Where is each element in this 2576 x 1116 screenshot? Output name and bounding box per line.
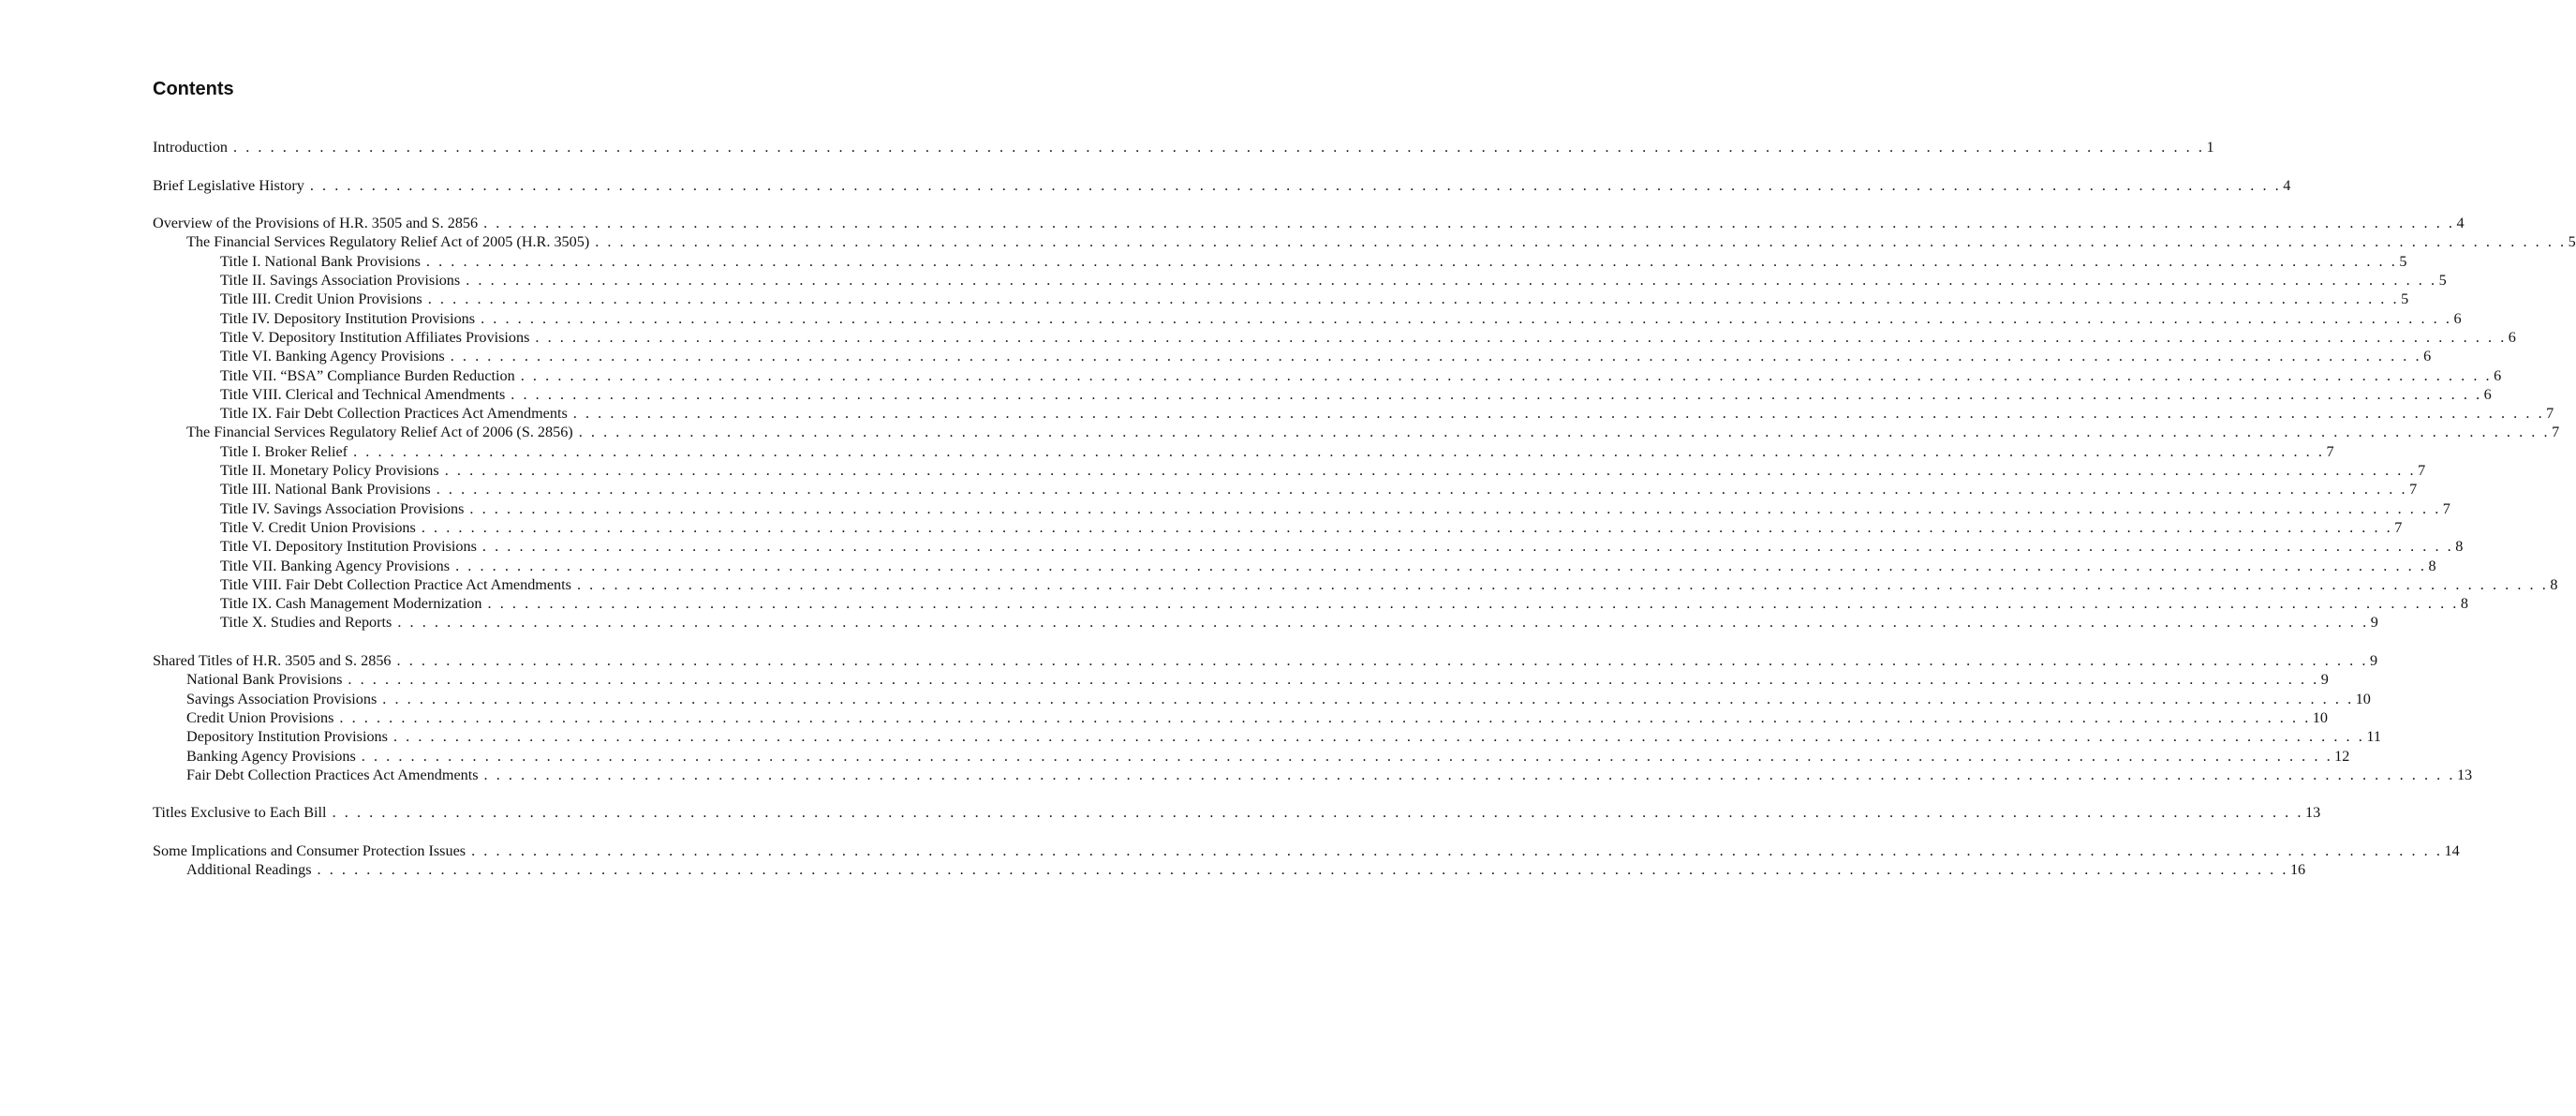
- toc-entry-page-number: 13: [2304, 804, 2321, 822]
- toc-dot-leader: . . . . . . . . . . . . . . . . . . . . . . . . . . . . . . . . . . . . . . . . . . . . . . . . . . . . . . . . . . . . . . . . . . . . . . . . . . . . . . . . . . . . . . . . . . . . . . . . . . . . . . . . . . . . . . . . . . . . . . . . . . . . . . . . . . . . . . . . . . . . . . . . . . . . . . . . . . . . . . . .: [392, 728, 2365, 746]
- toc-entry-title: Title V. Credit Union Provisions: [220, 518, 416, 536]
- toc-entry-page-number: 12: [2334, 747, 2350, 765]
- toc-entry-page-number: 4: [2456, 215, 2465, 232]
- toc-entry-title: Depository Institution Provisions: [186, 728, 388, 746]
- toc-entry-page-number: 13: [2456, 766, 2473, 783]
- toc-entry-page-number: 5: [2438, 272, 2447, 290]
- toc-dot-leader: . . . . . . . . . . . . . . . . . . . . . . . . . . . . . . . . . . . . . . . . . . . . . . . . . . . . . . . . . . . . . . . . . . . . . . . . . . . . . . . . . . . . . . . . . . . . . . . . . . . . . . . . . . . . . . . . . . . . . . . . . . . . . . . . . . . . . . . . . . . . . . . . . . . . . . . . . . . . . . . .: [481, 538, 2454, 556]
- toc-entry-title: Title IV. Depository Institution Provisions: [220, 309, 476, 327]
- toc-dot-leader: . . . . . . . . . . . . . . . . . . . . . . . . . . . . . . . . . . . . . . . . . . . . . . . . . . . . . . . . . . . . . . . . . . . . . . . . . . . . . . . . . . . . . . . . . . . . . . . . . . . . . . . . . . . . . . . . . . . . . . . . . . . . . . . . . . . . . . . . . . . . . . . . . . . . . . . . . . . . . . . .: [483, 766, 2455, 783]
- toc-entry-title: Title VI. Depository Institution Provisions: [220, 538, 477, 556]
- toc-dot-leader: . . . . . . . . . . . . . . . . . . . . . . . . . . . . . . . . . . . . . . . . . . . . . . . . . . . . . . . . . . . . . . . . . . . . . . . . . . . . . . . . . . . . . . . . . . . . . . . . . . . . . . . . . . . . . . . . . . . . . . . . . . . . . . . . . . . . . . . . . . . . . . . . . . . . . . . . . . . . . . . .: [483, 215, 2455, 232]
- toc-entry-page-number: 1: [2206, 139, 2214, 156]
- toc-entry[interactable]: [153, 271, 2447, 290]
- toc-entry[interactable]: [153, 328, 2516, 347]
- toc-dot-leader: . . . . . . . . . . . . . . . . . . . . . . . . . . . . . . . . . . . . . . . . . . . . . . . . . . . . . . . . . . . . . . . . . . . . . . . . . . . . . . . . . . . . . . . . . . . . . . . . . . . . . . . . . . . . . . . . . . . . . . . . . . . . . . . . . . . . . . . . . . . . . . . . . . . . . . . . . . . . . . . .: [487, 595, 2459, 613]
- toc-entry-title: Overview of the Provisions of H.R. 3505 and S. 2856: [153, 215, 479, 232]
- toc-dot-leader: . . . . . . . . . . . . . . . . . . . . . . . . . . . . . . . . . . . . . . . . . . . . . . . . . . . . . . . . . . . . . . . . . . . . . . . . . . . . . . . . . . . . . . . . . . . . . . . . . . . . . . . . . . . . . . . . . . . . . . . . . . . . . . . . . . . . . . . . . . . . . . . . . . . . . . . . . . . . . . . .: [425, 252, 2398, 270]
- toc-entry[interactable]: [153, 766, 2473, 784]
- toc-entry[interactable]: [153, 290, 2409, 308]
- toc-dot-leader: . . . . . . . . . . . . . . . . . . . . . . . . . . . . . . . . . . . . . . . . . . . . . . . . . . . . . . . . . . . . . . . . . . . . . . . . . . . . . . . . . . . . . . . . . . . . . . . . . . . . . . . . . . . . . . . . . . . . . . . . . . . . . . . . . . . . . . . . . . . . . . . . . . . . . . . . . . . . . . . .: [436, 481, 2408, 498]
- toc-dot-leader: . . . . . . . . . . . . . . . . . . . . . . . . . . . . . . . . . . . . . . . . . . . . . . . . . . . . . . . . . . . . . . . . . . . . . . . . . . . . . . . . . . . . . . . . . . . . . . . . . . . . . . . . . . . . . . . . . . . . . . . . . . . . . . . . . . . . . . . . . . . . . . . . . . . . . . . . . . . . . . . .: [361, 747, 2333, 765]
- toc-entry[interactable]: [153, 347, 2432, 365]
- toc-dot-leader: . . . . . . . . . . . . . . . . . . . . . . . . . . . . . . . . . . . . . . . . . . . . . . . . . . . . . . . . . . . . . . . . . . . . . . . . . . . . . . . . . . . . . . . . . . . . . . . . . . . . . . . . . . . . . . . . . . . . . . . . . . . . . . . . . . . . . . . . . . . . . . . . . . . . . . . . . . . . . . . .: [332, 804, 2303, 822]
- toc-entry-title: Title IX. Fair Debt Collection Practices Act Amendments: [220, 405, 568, 423]
- toc-entry-title: Title VIII. Fair Debt Collection Practice Act Amendments: [220, 575, 571, 593]
- toc-entry-page-number: 9: [2370, 614, 2378, 632]
- toc-entry-page-number: 5: [2401, 290, 2409, 308]
- toc-dot-leader: . . . . . . . . . . . . . . . . . . . . . . . . . . . . . . . . . . . . . . . . . . . . . . . . . . . . . . . . . . . . . . . . . . . . . . . . . . . . . . . . . . . . . . . . . . . . . . . . . . . . . . . . . . . . . . . . . . . . . . . . . . . . . . . . . . . . . . . . . . . . . . . . . . . . . . . . . . . . . . . .: [466, 272, 2437, 290]
- toc-entry[interactable]: [153, 404, 2554, 423]
- toc-entry[interactable]: [153, 860, 2306, 879]
- toc-entry-title: Title VIII. Clerical and Technical Amendments: [220, 385, 506, 403]
- toc-dot-leader: . . . . . . . . . . . . . . . . . . . . . . . . . . . . . . . . . . . . . . . . . . . . . . . . . . . . . . . . . . . . . . . . . . . . . . . . . . . . . . . . . . . . . . . . . . . . . . . . . . . . . . . . . . . . . . . . . . . . . . . . . . . . . . . . . . . . . . . . . . . . . . . . . . . . . . . . . . . . . . . .: [348, 671, 2319, 689]
- toc-entry-title: Brief Legislative History: [153, 176, 304, 194]
- toc-entry[interactable]: [153, 575, 2558, 594]
- toc-dot-leader: . . . . . . . . . . . . . . . . . . . . . . . . . . . . . . . . . . . . . . . . . . . . . . . . . . . . . . . . . . . . . . . . . . . . . . . . . . . . . . . . . . . . . . . . . . . . . . . . . . . . . . . . . . . . . . . . . . . . . . . . . . . . . . . . . . . . . . . . . . . . . . . . . . . . . . . . . . . . . . . .: [397, 614, 2369, 632]
- toc-entry-page-number: 10: [2312, 708, 2328, 726]
- toc-entry-page-number: 7: [2552, 424, 2560, 441]
- toc-entry[interactable]: [153, 423, 2560, 441]
- toc-entry-page-number: 8: [2460, 595, 2468, 613]
- toc-entry-title: Title V. Depository Institution Affiliates Provisions: [220, 328, 530, 346]
- toc-entry-page-number: 6: [2423, 348, 2432, 365]
- toc-entry[interactable]: [153, 670, 2329, 689]
- toc-entry-title: Title III. National Bank Provisions: [220, 481, 431, 498]
- toc-entry-title: Title IX. Cash Management Modernization: [220, 595, 482, 613]
- toc-entry-page-number: 14: [2444, 841, 2460, 859]
- toc-entry[interactable]: [153, 138, 2214, 156]
- toc-dot-leader: . . . . . . . . . . . . . . . . . . . . . . . . . . . . . . . . . . . . . . . . . . . . . . . . . . . . . . . . . . . . . . . . . . . . . . . . . . . . . . . . . . . . . . . . . . . . . . . . . . . . . . . . . . . . . . . . . . . . . . . . . . . . . . . . . . . . . . . . . . . . . . . . . . . . . . . . . . . . . . . .: [309, 176, 2282, 194]
- toc-entry-title: Fair Debt Collection Practices Act Amendments: [186, 766, 479, 783]
- toc-entry-title: Titles Exclusive to Each Bill: [153, 804, 327, 822]
- toc-entry-title: Title IV. Savings Association Provisions: [220, 499, 465, 517]
- toc-dot-leader: . . . . . . . . . . . . . . . . . . . . . . . . . . . . . . . . . . . . . . . . . . . . . . . . . . . . . . . . . . . . . . . . . . . . . . . . . . . . . . . . . . . . . . . . . . . . . . . . . . . . . . . . . . . . . . . . . . . . . . . . . . . . . . . . . . . . . . . . . . . . . . . . . . . . . . . . . . . . . . . .: [455, 557, 2427, 574]
- toc-entry-title: The Financial Services Regulatory Relief Act of 2006 (S. 2856): [186, 424, 573, 441]
- toc-entry-page-number: 6: [2494, 366, 2502, 384]
- toc-entry-page-number: 16: [2289, 861, 2306, 879]
- toc-entry-title: Title VII. Banking Agency Provisions: [220, 557, 451, 574]
- toc-entry[interactable]: [153, 690, 2371, 708]
- toc-entry[interactable]: [153, 594, 2468, 613]
- toc-entry-title: Title X. Studies and Reports: [220, 614, 392, 632]
- toc-entry-title: Additional Readings: [186, 861, 312, 879]
- toc-entry-page-number: 7: [2326, 442, 2334, 460]
- toc-dot-leader: . . . . . . . . . . . . . . . . . . . . . . . . . . . . . . . . . . . . . . . . . . . . . . . . . . . . . . . . . . . . . . . . . . . . . . . . . . . . . . . . . . . . . . . . . . . . . . . . . . . . . . . . . . . . . . . . . . . . . . . . . . . . . . . . . . . . . . . . . . . . . . . . . . . . . . . . . . . . . . . .: [382, 690, 2354, 707]
- toc-entry[interactable]: [153, 214, 2465, 232]
- toc-entry-page-number: 9: [2369, 652, 2378, 670]
- toc-entry-page-number: 8: [2550, 575, 2558, 593]
- toc-entry-page-number: 6: [2453, 309, 2462, 327]
- toc-entry-page-number: 5: [2568, 233, 2576, 251]
- toc-entry-title: Title VII. “BSA” Compliance Burden Reduction: [220, 366, 515, 384]
- toc-dot-leader: . . . . . . . . . . . . . . . . . . . . . . . . . . . . . . . . . . . . . . . . . . . . . . . . . . . . . . . . . . . . . . . . . . . . . . . . . . . . . . . . . . . . . . . . . . . . . . . . . . . . . . . . . . . . . . . . . . . . . . . . . . . . . . . . . . . . . . . . . . . . . . . . . . . . . . . . . . . . . . . .: [511, 385, 2482, 403]
- toc-entry-page-number: 9: [2320, 671, 2329, 689]
- toc-entry[interactable]: [153, 557, 2436, 575]
- toc-dot-leader: . . . . . . . . . . . . . . . . . . . . . . . . . . . . . . . . . . . . . . . . . . . . . . . . . . . . . . . . . . . . . . . . . . . . . . . . . . . . . . . . . . . . . . . . . . . . . . . . . . . . . . . . . . . . . . . . . . . . . . . . . . . . . . . . . . . . . . . . . . . . . . . . . . . . . . . . . . . . . . . .: [595, 233, 2567, 251]
- toc-dot-leader: . . . . . . . . . . . . . . . . . . . . . . . . . . . . . . . . . . . . . . . . . . . . . . . . . . . . . . . . . . . . . . . . . . . . . . . . . . . . . . . . . . . . . . . . . . . . . . . . . . . . . . . . . . . . . . . . . . . . . . . . . . . . . . . . . . . . . . . . . . . . . . . . . . . . . . . . . . . . . . . .: [520, 366, 2493, 384]
- toc-entry[interactable]: [153, 518, 2403, 537]
- toc-entry-title: Title VI. Banking Agency Provisions: [220, 348, 445, 365]
- toc-entry-page-number: 5: [2399, 252, 2407, 270]
- toc-entry-title: Banking Agency Provisions: [186, 747, 356, 765]
- toc-entry-page-number: 6: [2508, 328, 2516, 346]
- toc-entry[interactable]: [153, 803, 2321, 822]
- toc-entry[interactable]: [153, 613, 2378, 632]
- toc-dot-leader: . . . . . . . . . . . . . . . . . . . . . . . . . . . . . . . . . . . . . . . . . . . . . . . . . . . . . . . . . . . . . . . . . . . . . . . . . . . . . . . . . . . . . . . . . . . . . . . . . . . . . . . . . . . . . . . . . . . . . . . . . . . . . . . . . . . . . . . . . . . . . . . . . . . . . . . . . . . . . . . .: [353, 442, 2325, 460]
- toc-entry-page-number: 7: [2442, 499, 2450, 517]
- toc-entry[interactable]: [153, 480, 2418, 498]
- toc-entry[interactable]: [153, 366, 2502, 385]
- toc-entry-page-number: 7: [2394, 518, 2403, 536]
- toc-entry[interactable]: [153, 727, 2381, 746]
- toc-dot-leader: . . . . . . . . . . . . . . . . . . . . . . . . . . . . . . . . . . . . . . . . . . . . . . . . . . . . . . . . . . . . . . . . . . . . . . . . . . . . . . . . . . . . . . . . . . . . . . . . . . . . . . . . . . . . . . . . . . . . . . . . . . . . . . . . . . . . . . . . . . . . . . . . . . . . . . . . . . . . . . . .: [317, 861, 2288, 879]
- toc-entry-title: National Bank Provisions: [186, 671, 343, 689]
- toc-entry-title: Introduction: [153, 139, 229, 156]
- toc-entry[interactable]: [153, 252, 2407, 271]
- toc-dot-leader: . . . . . . . . . . . . . . . . . . . . . . . . . . . . . . . . . . . . . . . . . . . . . . . . . . . . . . . . . . . . . . . . . . . . . . . . . . . . . . . . . . . . . . . . . . . . . . . . . . . . . . . . . . . . . . . . . . . . . . . . . . . . . . . . . . . . . . . . . . . . . . . . . . . . . . . . . . . . . . . .: [578, 424, 2551, 441]
- toc-entry-page-number: 7: [2409, 481, 2418, 498]
- toc-entry[interactable]: [153, 232, 2576, 251]
- toc-entry-title: Credit Union Provisions: [186, 708, 334, 726]
- toc-entry-page-number: 10: [2355, 690, 2371, 707]
- toc-dot-leader: . . . . . . . . . . . . . . . . . . . . . . . . . . . . . . . . . . . . . . . . . . . . . . . . . . . . . . . . . . . . . . . . . . . . . . . . . . . . . . . . . . . . . . . . . . . . . . . . . . . . . . . . . . . . . . . . . . . . . . . . . . . . . . . . . . . . . . . . . . . . . . . . . . . . . . . . . . . . . . . .: [427, 290, 2400, 308]
- toc-dot-leader: . . . . . . . . . . . . . . . . . . . . . . . . . . . . . . . . . . . . . . . . . . . . . . . . . . . . . . . . . . . . . . . . . . . . . . . . . . . . . . . . . . . . . . . . . . . . . . . . . . . . . . . . . . . . . . . . . . . . . . . . . . . . . . . . . . . . . . . . . . . . . . . . . . . . . . . . . . . . . . . .: [572, 405, 2545, 423]
- toc-dot-leader: . . . . . . . . . . . . . . . . . . . . . . . . . . . . . . . . . . . . . . . . . . . . . . . . . . . . . . . . . . . . . . . . . . . . . . . . . . . . . . . . . . . . . . . . . . . . . . . . . . . . . . . . . . . . . . . . . . . . . . . . . . . . . . . . . . . . . . . . . . . . . . . . . . . . . . . . . . . . . . . .: [576, 575, 2549, 593]
- toc-entry-title: Title I. Broker Relief: [220, 442, 348, 460]
- toc-entry-page-number: 7: [2546, 405, 2554, 423]
- toc-entry-title: Savings Association Provisions: [186, 690, 378, 707]
- toc-entry-page-number: 8: [2428, 557, 2436, 574]
- table-of-contents: [153, 138, 2576, 880]
- toc-entry-title: Title II. Monetary Policy Provisions: [220, 462, 439, 480]
- toc-entry[interactable]: [153, 461, 2426, 480]
- toc-entry[interactable]: [153, 309, 2462, 328]
- toc-dot-leader: . . . . . . . . . . . . . . . . . . . . . . . . . . . . . . . . . . . . . . . . . . . . . . . . . . . . . . . . . . . . . . . . . . . . . . . . . . . . . . . . . . . . . . . . . . . . . . . . . . . . . . . . . . . . . . . . . . . . . . . . . . . . . . . . . . . . . . . . . . . . . . . . . . . . . . . . . . . . . . . .: [469, 499, 2441, 517]
- page-title: Contents: [153, 79, 234, 99]
- toc-entry[interactable]: [153, 499, 2450, 518]
- toc-entry-page-number: 4: [2283, 176, 2291, 194]
- toc-dot-leader: . . . . . . . . . . . . . . . . . . . . . . . . . . . . . . . . . . . . . . . . . . . . . . . . . . . . . . . . . . . . . . . . . . . . . . . . . . . . . . . . . . . . . . . . . . . . . . . . . . . . . . . . . . . . . . . . . . . . . . . . . . . . . . . . . . . . . . . . . . . . . . . . . . . . . . . . . . . . . . . .: [421, 518, 2393, 536]
- toc-entry[interactable]: [153, 747, 2350, 766]
- toc-entry-title: Title II. Savings Association Provisions: [220, 272, 461, 290]
- toc-entry[interactable]: [153, 442, 2334, 461]
- toc-dot-leader: . . . . . . . . . . . . . . . . . . . . . . . . . . . . . . . . . . . . . . . . . . . . . . . . . . . . . . . . . . . . . . . . . . . . . . . . . . . . . . . . . . . . . . . . . . . . . . . . . . . . . . . . . . . . . . . . . . . . . . . . . . . . . . . . . . . . . . . . . . . . . . . . . . . . . . . . . . . . . . . .: [444, 462, 2417, 480]
- toc-entry-page-number: 8: [2455, 538, 2464, 556]
- toc-entry[interactable]: [153, 841, 2460, 860]
- toc-dot-leader: . . . . . . . . . . . . . . . . . . . . . . . . . . . . . . . . . . . . . . . . . . . . . . . . . . . . . . . . . . . . . . . . . . . . . . . . . . . . . . . . . . . . . . . . . . . . . . . . . . . . . . . . . . . . . . . . . . . . . . . . . . . . . . . . . . . . . . . . . . . . . . . . . . . . . . . . . . . . . . . .: [339, 708, 2311, 726]
- toc-entry[interactable]: [153, 385, 2492, 404]
- toc-entry[interactable]: [153, 537, 2464, 556]
- toc-entry[interactable]: [153, 651, 2378, 670]
- toc-dot-leader: . . . . . . . . . . . . . . . . . . . . . . . . . . . . . . . . . . . . . . . . . . . . . . . . . . . . . . . . . . . . . . . . . . . . . . . . . . . . . . . . . . . . . . . . . . . . . . . . . . . . . . . . . . . . . . . . . . . . . . . . . . . . . . . . . . . . . . . . . . . . . . . . . . . . . . . . . . . . . . . .: [481, 309, 2452, 327]
- toc-entry-page-number: 7: [2418, 462, 2426, 480]
- toc-dot-leader: . . . . . . . . . . . . . . . . . . . . . . . . . . . . . . . . . . . . . . . . . . . . . . . . . . . . . . . . . . . . . . . . . . . . . . . . . . . . . . . . . . . . . . . . . . . . . . . . . . . . . . . . . . . . . . . . . . . . . . . . . . . . . . . . . . . . . . . . . . . . . . . . . . . . . . . . . . . . . . . .: [233, 139, 2205, 156]
- toc-entry-page-number: 6: [2483, 385, 2492, 403]
- toc-entry-title: Shared Titles of H.R. 3505 and S. 2856: [153, 652, 392, 670]
- toc-dot-leader: . . . . . . . . . . . . . . . . . . . . . . . . . . . . . . . . . . . . . . . . . . . . . . . . . . . . . . . . . . . . . . . . . . . . . . . . . . . . . . . . . . . . . . . . . . . . . . . . . . . . . . . . . . . . . . . . . . . . . . . . . . . . . . . . . . . . . . . . . . . . . . . . . . . . . . . . . . . . . . . .: [535, 328, 2507, 346]
- toc-entry[interactable]: [153, 708, 2328, 727]
- toc-entry-title: Title I. National Bank Provisions: [220, 252, 421, 270]
- toc-dot-leader: . . . . . . . . . . . . . . . . . . . . . . . . . . . . . . . . . . . . . . . . . . . . . . . . . . . . . . . . . . . . . . . . . . . . . . . . . . . . . . . . . . . . . . . . . . . . . . . . . . . . . . . . . . . . . . . . . . . . . . . . . . . . . . . . . . . . . . . . . . . . . . . . . . . . . . . . . . . . . . . .: [450, 348, 2422, 365]
- toc-entry-page-number: 11: [2366, 728, 2381, 746]
- toc-entry-title: Some Implications and Consumer Protection Issues: [153, 841, 466, 859]
- toc-dot-leader: . . . . . . . . . . . . . . . . . . . . . . . . . . . . . . . . . . . . . . . . . . . . . . . . . . . . . . . . . . . . . . . . . . . . . . . . . . . . . . . . . . . . . . . . . . . . . . . . . . . . . . . . . . . . . . . . . . . . . . . . . . . . . . . . . . . . . . . . . . . . . . . . . . . . . . . . . . . . . . . .: [471, 841, 2443, 859]
- toc-entry[interactable]: [153, 176, 2291, 195]
- toc-entry-title: Title III. Credit Union Provisions: [220, 290, 422, 308]
- toc-dot-leader: . . . . . . . . . . . . . . . . . . . . . . . . . . . . . . . . . . . . . . . . . . . . . . . . . . . . . . . . . . . . . . . . . . . . . . . . . . . . . . . . . . . . . . . . . . . . . . . . . . . . . . . . . . . . . . . . . . . . . . . . . . . . . . . . . . . . . . . . . . . . . . . . . . . . . . . . . . . . . . . .: [396, 652, 2368, 670]
- toc-entry-title: The Financial Services Regulatory Relief Act of 2005 (H.R. 3505): [186, 233, 590, 251]
